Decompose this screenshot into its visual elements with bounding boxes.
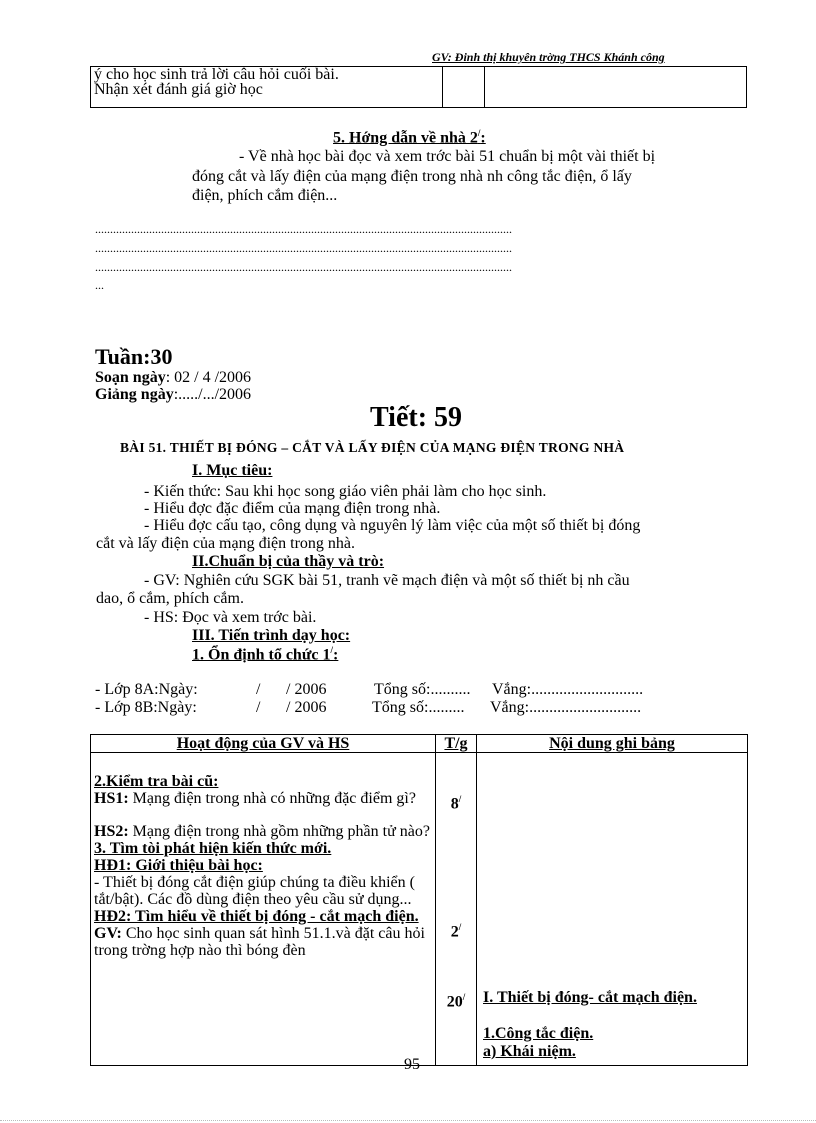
class-row-total: Tổng số:.......... <box>374 681 471 698</box>
objective-line: - Hiểu đợc cấu tạo, công dụng và nguyên lý làm việc của một số thiết bị đóng <box>144 517 641 534</box>
organization-title: 1. Ổn định tổ chức 1/: <box>192 645 339 664</box>
time-sup: / <box>458 794 462 804</box>
hs1-text: Mạng điện trong nhà có những đặc điểm gì? <box>128 790 416 807</box>
dotted-line: ........................................................................................................................................... <box>95 222 512 236</box>
teach-date-label: Giảng ngày <box>95 386 174 403</box>
time-sup: / <box>458 922 462 932</box>
class-row-slash: / <box>256 699 261 716</box>
teach-date <box>95 386 251 404</box>
hd1-title: HĐ1: Giới thiệu bài học: <box>94 857 263 874</box>
preparation-title: II.Chuẩn bị của thầy và trò: <box>192 553 385 570</box>
prep-date-value: : 02 / 4 /2006 <box>165 369 252 386</box>
hs2-label: HS2: <box>94 823 129 840</box>
teach-date-value: :...../.../2006 <box>173 386 252 403</box>
week-label: Tuần:30 <box>95 344 173 369</box>
dotted-line: ........................................................................................................................................... <box>95 260 512 274</box>
time-value <box>436 791 476 812</box>
page-header: GV: Đinh thị khuyên trờng THCS Khánh công <box>432 50 665 64</box>
gv-label: GV: <box>94 925 122 942</box>
class-row-year: / 2006 <box>286 681 327 698</box>
top-table-cell <box>443 67 485 108</box>
table-header-cell: Hoạt động của GV và HS <box>91 735 436 753</box>
organization-title-text: 1. Ổn định tổ chức 1 <box>192 646 331 664</box>
lesson-title: BÀI 51. THIẾT BỊ ĐÓNG – CẮT VÀ LẤY ĐIỆN CỦA MẠNG ĐIỆN TRONG NHÀ <box>120 440 625 455</box>
time-sup: / <box>462 992 466 1002</box>
board-subtitle: a) Khái niệm. <box>483 1043 576 1060</box>
dotted-line: ... <box>95 278 104 292</box>
objective-line: cắt và lấy điện của mạng điện trong nhà. <box>96 535 356 552</box>
board-title: I. Thiết bị đóng- cắt mạch điện. <box>483 989 697 1006</box>
objective-line: - Kiến thức: Sau khi học song giáo viên phải làm cho học sinh. <box>144 483 547 500</box>
period-title: Tiết: 59 <box>370 402 463 433</box>
page-number: 95 <box>404 1056 420 1073</box>
class-row-year: / 2006 <box>286 699 327 716</box>
class-row-label: - Lớp 8B:Ngày: <box>95 699 197 716</box>
class-row-absent: Vắng:............................ <box>490 699 642 716</box>
dotted-line: ........................................................................................................................................... <box>95 241 512 255</box>
homework-line: - Về nhà học bài đọc và xem trớc bài 51 chuẩn bị một vài thiết bị <box>239 148 656 165</box>
class-row-slash: / <box>256 681 261 698</box>
prep-date-label: Soạn ngày <box>95 369 166 386</box>
time-2: 2 <box>450 923 459 941</box>
objectives-title: I. Mục tiêu: <box>192 462 273 479</box>
top-table-cell <box>91 67 443 108</box>
board-content-cell <box>477 753 748 1066</box>
process-title: III. Tiến trình dạy học: <box>192 627 351 644</box>
hs1-label: HS1: <box>94 790 129 807</box>
gv-body: Cho học sinh quan sát hình 51.1.và đặt câu hỏi trong trờng hợp nào thì bóng đèn <box>94 925 425 959</box>
time-20: 20 <box>446 993 463 1011</box>
class-row-absent: Vắng:............................ <box>492 681 644 698</box>
homework-line: điện, phích cắm điện... <box>192 187 338 204</box>
top-table-line: ý cho học sinh trả lời câu hỏi cuối bài. <box>94 66 339 83</box>
class-row-label: - Lớp 8A:Ngày: <box>95 681 198 698</box>
hs1-question <box>94 790 432 807</box>
explore-title: 3. Tìm tòi phát hiện kiến thức mới. <box>94 840 332 857</box>
preparation-line: dao, ổ cắm, phích cắm. <box>96 590 244 607</box>
time-8: 8 <box>450 795 459 813</box>
objective-line: - Hiểu đợc đặc điểm của mạng điện trong nhà. <box>144 500 441 517</box>
homework-title <box>333 128 486 147</box>
check-title: 2.Kiểm tra bài cũ: <box>94 773 219 790</box>
time-value <box>436 989 476 1010</box>
hd1-text: - Thiết bị đóng cắt điện giúp chúng ta điều khiển ( tắt/bật). Các đồ dùng điện theo yêu cầu sử dụng... <box>94 874 415 908</box>
top-table <box>90 66 747 108</box>
activity-cell <box>91 753 436 1066</box>
hs2-question <box>94 823 432 840</box>
class-row-total: Tổng số:......... <box>372 699 465 716</box>
prep-date <box>95 369 251 387</box>
table-header-cell: T/g <box>436 735 477 753</box>
time-cell <box>436 753 477 1066</box>
board-subtitle: 1.Công tắc điện. <box>483 1025 594 1042</box>
hs2-text: Mạng điện trong nhà gồm những phần tử nào? <box>128 823 430 840</box>
gv-text <box>94 925 432 959</box>
top-table-line: Nhận xét đánh giá giờ học <box>94 81 263 98</box>
table-row <box>91 753 748 1066</box>
hd2-title: HĐ2: Tìm hiểu về thiết bị đóng - cắt mạch điện. <box>94 908 419 925</box>
organization-title-sup: / <box>330 645 334 655</box>
homework-title-suffix: : <box>480 129 486 147</box>
page-bottom-border <box>0 1120 816 1121</box>
table-header-row <box>91 735 748 753</box>
homework-title-sup: / <box>477 128 481 138</box>
homework-line: đóng cắt và lấy điện của mạng điện trong nhà nh công tắc điện, ổ lấy <box>192 168 632 185</box>
homework-title-text: 5. Hớng dẫn về nhà 2 <box>333 129 478 147</box>
top-table-cell <box>485 67 747 108</box>
time-value <box>436 919 476 940</box>
preparation-line: - GV: Nghiên cứu SGK bài 51, tranh vẽ mạch điện và một số thiết bị nh cầu <box>144 572 630 589</box>
lesson-table <box>90 734 748 1066</box>
preparation-line: - HS: Đọc và xem trớc bài. <box>144 609 317 626</box>
table-header-cell: Nội dung ghi bảng <box>477 735 748 753</box>
